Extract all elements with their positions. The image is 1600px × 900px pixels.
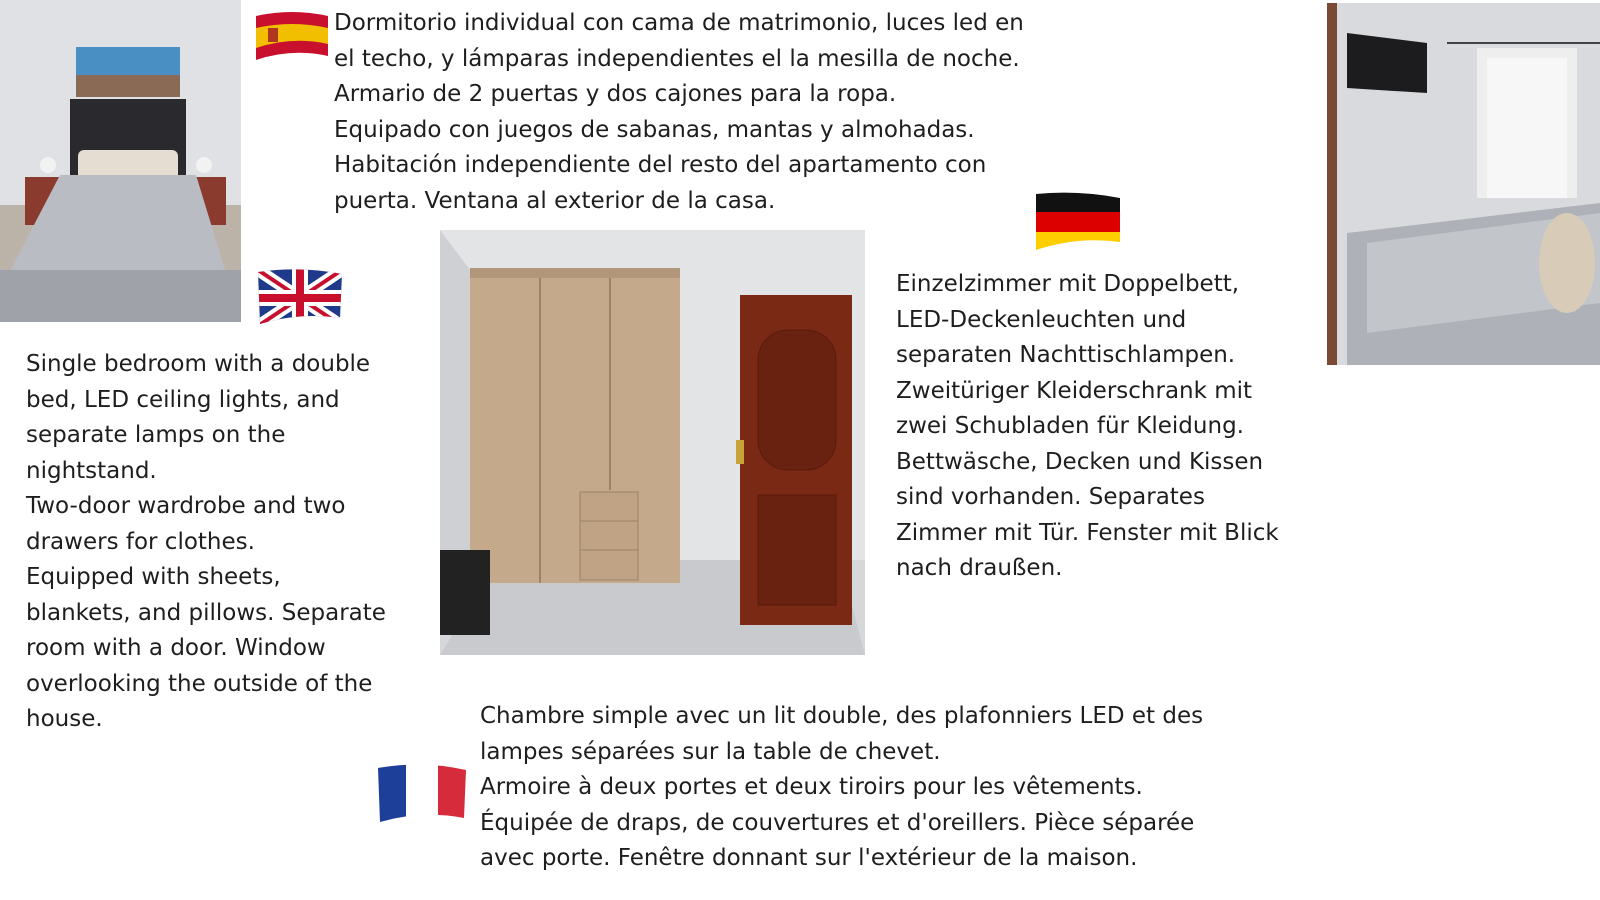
wardrobe-photo-illustration	[440, 230, 865, 655]
room-tv-photo-illustration	[1327, 3, 1600, 365]
uk-flag-icon	[252, 266, 348, 335]
english-line: overlooking the outside of the	[26, 670, 373, 697]
bedroom-photo	[0, 0, 241, 322]
germany-flag-icon	[1030, 190, 1126, 261]
wardrobe-photo	[440, 230, 865, 655]
spanish-description	[334, 6, 1024, 219]
french-description	[480, 699, 1203, 877]
english-line: Single bedroom with a double	[26, 351, 371, 377]
german-line: LED-Deckenleuchten und	[896, 306, 1187, 333]
french-line: avec porte. Fenêtre donnant sur l'extérieur de la maison.	[480, 845, 1138, 871]
german-line: separaten Nachttischlampen.	[896, 342, 1236, 368]
spanish-line: el techo, y lámparas independientes el la mesilla de noche.	[334, 45, 1020, 72]
german-line: Zimmer mit Tür. Fenster mit Blick	[896, 519, 1279, 546]
english-description	[26, 347, 386, 738]
spanish-line: Dormitorio individual con cama de matrimonio, luces led en	[334, 10, 1024, 36]
german-line: sind vorhanden. Separates	[896, 484, 1205, 510]
french-line: Armoire à deux portes et deux tiroirs pour les vêtements.	[480, 774, 1143, 800]
english-line: room with a door. Window	[26, 635, 326, 661]
german-line: Bettwäsche, Decken und Kissen	[896, 448, 1264, 475]
german-description	[896, 267, 1279, 587]
spanish-line: puerta. Ventana al exterior de la casa.	[334, 187, 776, 214]
english-line: nightstand.	[26, 457, 157, 484]
english-line: bed, LED ceiling lights, and	[26, 386, 340, 413]
spanish-line: Armario de 2 puertas y dos cajones para la ropa.	[334, 81, 897, 107]
german-line: nach draußen.	[896, 555, 1063, 581]
english-line: Equipped with sheets,	[26, 564, 281, 590]
french-line: Chambre simple avec un lit double, des plafonniers LED et des	[480, 703, 1204, 729]
english-line: separate lamps on the	[26, 422, 286, 448]
english-line: drawers for clothes.	[26, 528, 255, 555]
english-line: Two-door wardrobe and two	[26, 493, 346, 519]
spanish-line: Equipado con juegos de sabanas, mantas y almohadas.	[334, 116, 975, 143]
english-line: house.	[26, 706, 103, 732]
french-line: Équipée de draps, de couvertures et d'oreillers. Pièce séparée	[480, 809, 1195, 836]
german-line: zwei Schubladen für Kleidung.	[896, 413, 1244, 439]
english-line: blankets, and pillows. Separate	[26, 599, 386, 626]
spain-flag-icon	[252, 10, 332, 71]
german-line: Einzelzimmer mit Doppelbett,	[896, 271, 1240, 297]
spanish-line: Habitación independiente del resto del apartamento con	[334, 152, 987, 178]
german-line: Zweitüriger Kleiderschrank mit	[896, 377, 1253, 404]
room-tv-photo	[1327, 3, 1600, 365]
french-line: lampes séparées sur la table de chevet.	[480, 738, 941, 765]
france-flag-icon	[374, 760, 470, 831]
bedroom-photo-illustration	[0, 0, 241, 322]
